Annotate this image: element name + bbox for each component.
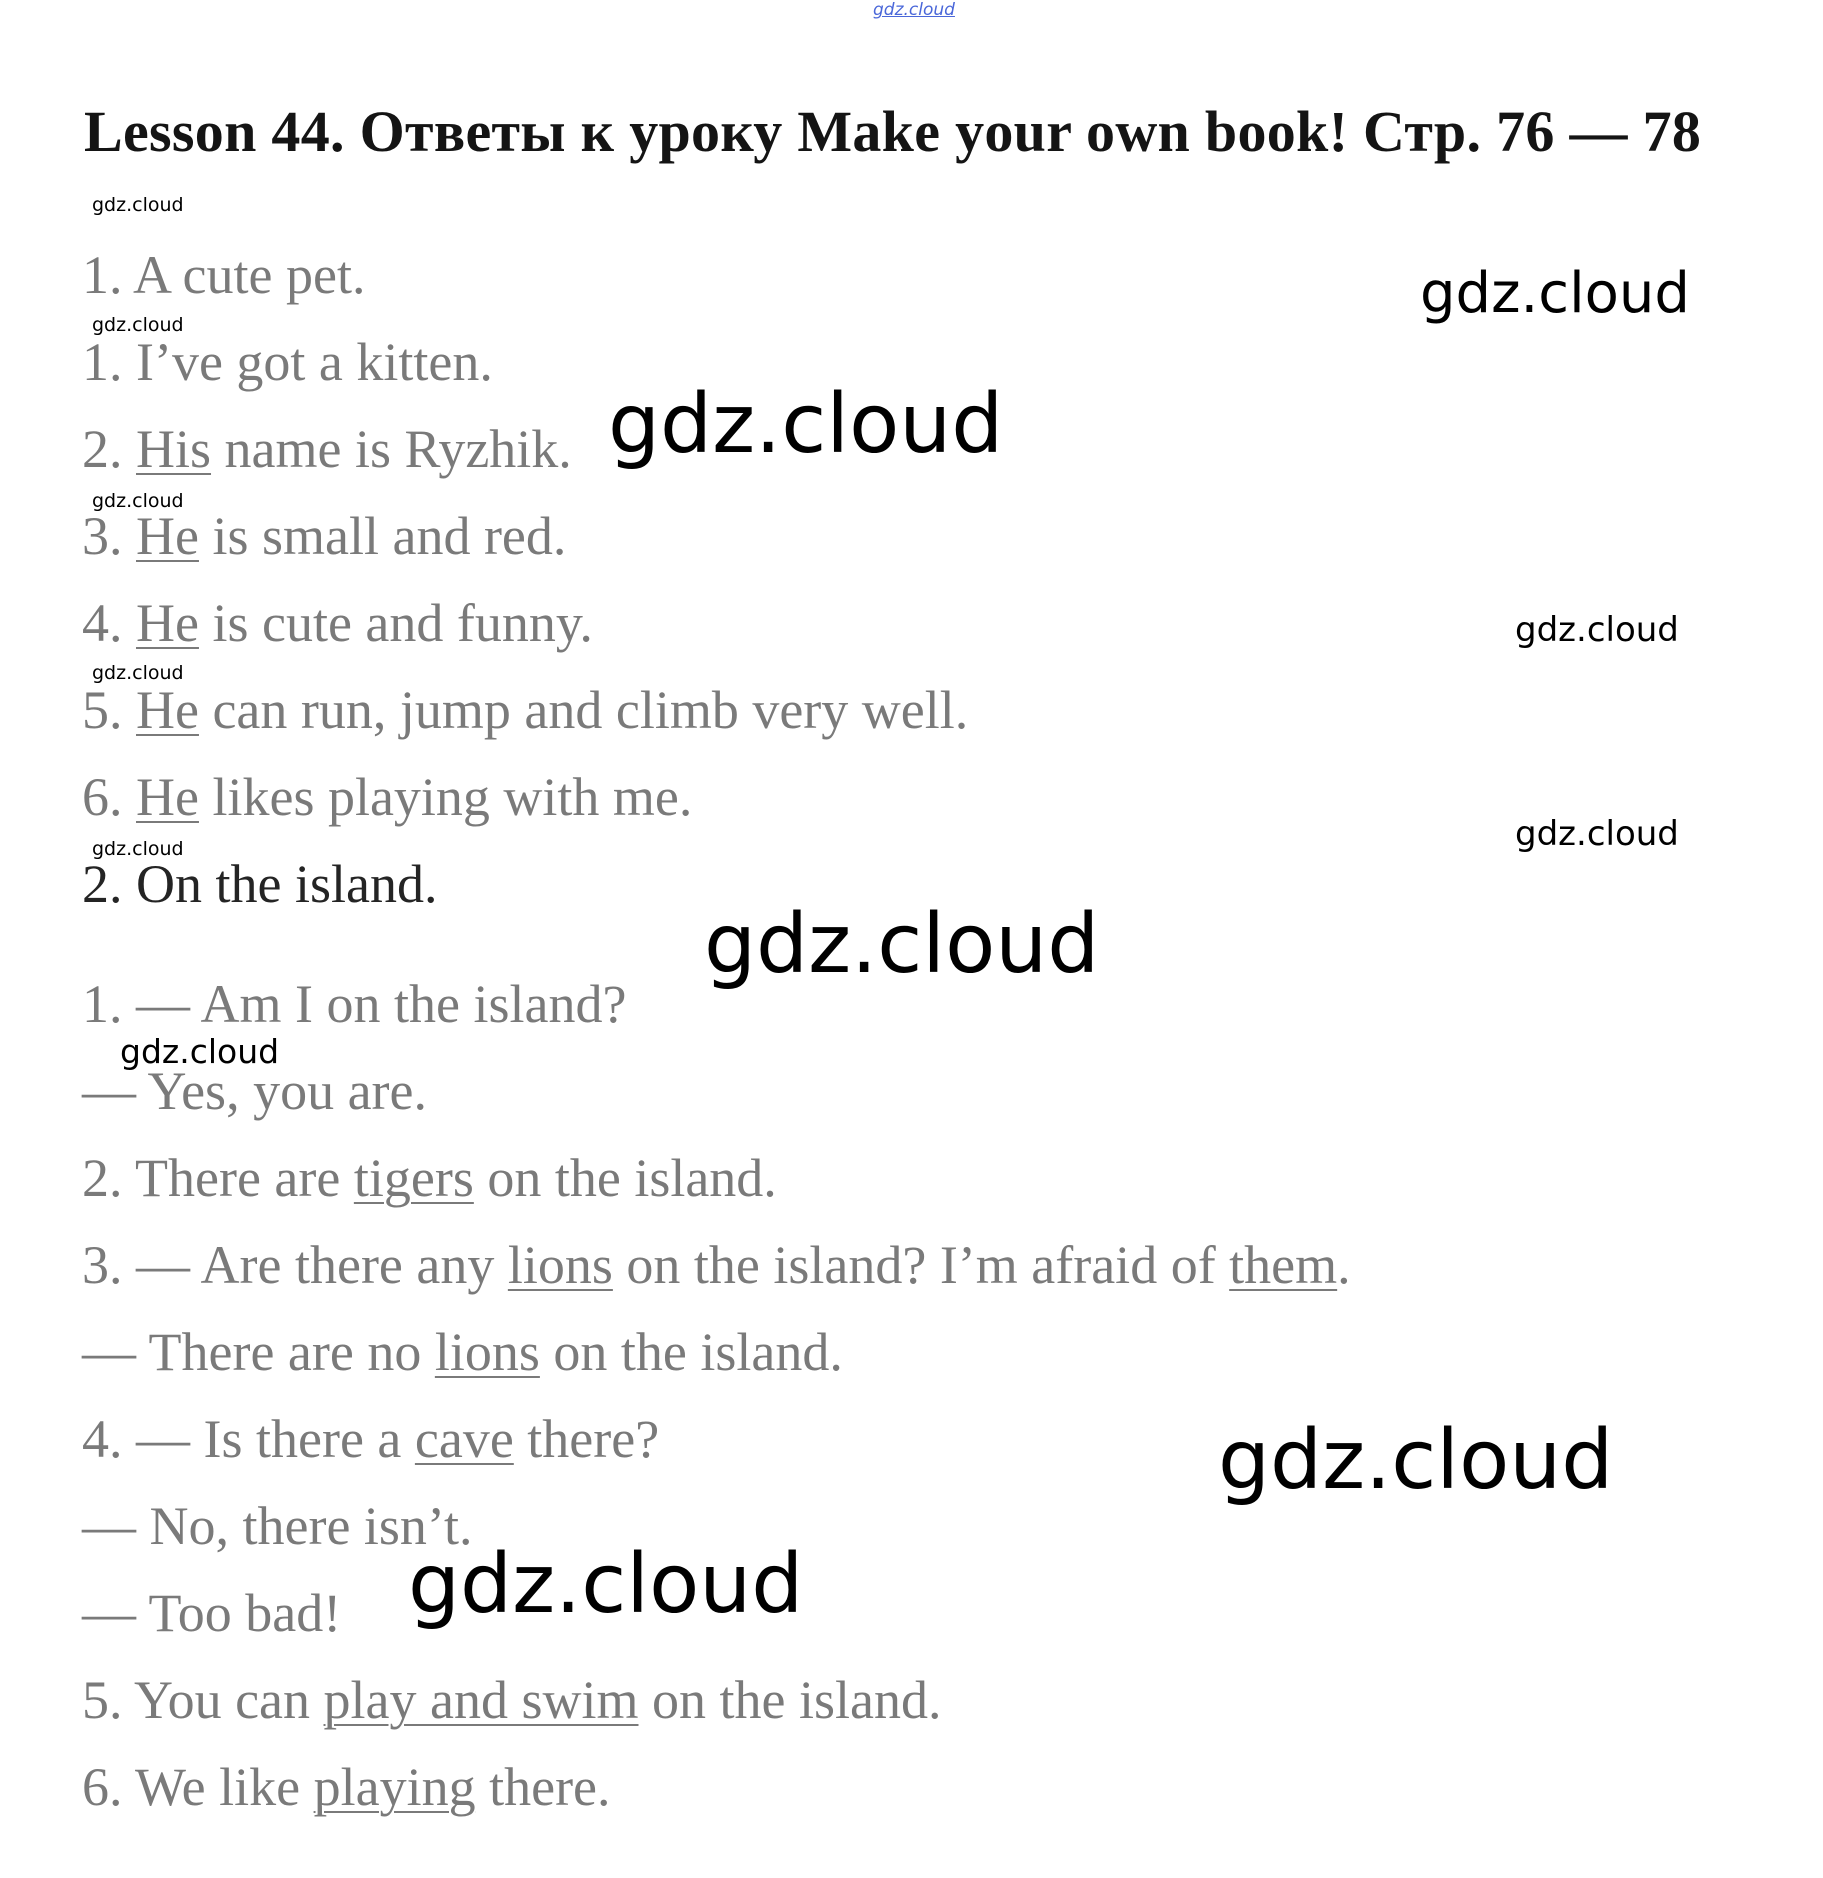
header-watermark-link[interactable]: gdz.cloud <box>873 0 955 20</box>
line-text: name is Ryzhik. <box>211 419 572 479</box>
underlined-word: lions <box>507 1235 613 1295</box>
line-text: on the island. <box>473 1148 777 1208</box>
underlined-word: them <box>1229 1235 1338 1295</box>
underlined-word: cave <box>414 1409 514 1469</box>
watermark: gdz.cloud <box>704 897 1100 992</box>
underlined-word: He <box>136 767 199 827</box>
section1-line-1 <box>82 332 493 392</box>
section1-line-6 <box>82 767 693 827</box>
section1-line-4 <box>82 593 593 653</box>
line-number: 5. <box>82 680 136 740</box>
line-text: 1. — Am I on the island? <box>82 974 627 1034</box>
line-text: there. <box>475 1757 611 1817</box>
underlined-word: playing <box>313 1757 476 1817</box>
section1-heading: 1. A cute pet. <box>82 245 366 305</box>
page-title: Lesson 44. Ответы к уроку Make your own book! Стр. 76 — 78 <box>84 99 1702 164</box>
line-text: 4. — Is there a <box>82 1409 415 1469</box>
underlined-word: play and swim <box>323 1670 639 1730</box>
underlined-word: lions <box>434 1322 540 1382</box>
line-number: 2. <box>82 419 136 479</box>
watermark: gdz.cloud <box>1515 610 1679 650</box>
watermark: gdz.cloud <box>92 490 184 512</box>
line-text: . <box>1337 1235 1351 1295</box>
section2-heading: 2. On the island. <box>82 854 438 914</box>
section2-line-4 <box>82 1235 1351 1295</box>
line-text: on the island? I’m afraid of <box>612 1235 1230 1295</box>
watermark: gdz.cloud <box>92 838 184 860</box>
line-text: — Too bad! <box>82 1583 342 1643</box>
line-text: — No, there isn’t. <box>82 1496 473 1556</box>
section2-line-3 <box>82 1148 777 1208</box>
line-text: — There are no <box>82 1322 435 1382</box>
section2-line-10 <box>82 1757 611 1817</box>
line-text: is small and red. <box>198 506 567 566</box>
section2-line-9 <box>82 1670 942 1730</box>
line-text: 2. There are <box>82 1148 354 1208</box>
line-text: there? <box>513 1409 660 1469</box>
line-text: on the island. <box>539 1322 843 1382</box>
watermark: gdz.cloud <box>1515 814 1679 854</box>
line-text: 5. You can <box>82 1670 324 1730</box>
watermark: gdz.cloud <box>1218 1413 1614 1508</box>
watermark: gdz.cloud <box>408 1537 804 1632</box>
watermark: gdz.cloud <box>608 377 1004 472</box>
underlined-word: tigers <box>353 1148 474 1208</box>
underlined-word: He <box>136 593 199 653</box>
section2-line-1 <box>82 974 627 1034</box>
line-text: 1. I’ve got a kitten. <box>82 332 493 392</box>
watermark: gdz.cloud <box>120 1032 280 1071</box>
line-text: can run, jump and climb very well. <box>198 680 969 740</box>
line-text: 6. We like <box>82 1757 314 1817</box>
section1-line-2 <box>82 419 572 479</box>
section1-line-3 <box>82 506 567 566</box>
line-number: 3. <box>82 506 136 566</box>
section2-line-5 <box>82 1322 843 1382</box>
section2-line-6 <box>82 1409 660 1469</box>
line-number: 4. <box>82 593 136 653</box>
section1-line-5 <box>82 680 969 740</box>
underlined-word: He <box>136 506 199 566</box>
section2-line-8 <box>82 1583 342 1643</box>
watermark: gdz.cloud <box>92 662 184 684</box>
line-text: is cute and funny. <box>198 593 593 653</box>
underlined-word: His <box>136 419 212 479</box>
watermark: gdz.cloud <box>92 194 184 216</box>
line-text: 3. — Are there any <box>82 1235 508 1295</box>
line-text: on the island. <box>638 1670 942 1730</box>
section2-line-2 <box>82 1061 427 1121</box>
watermark: gdz.cloud <box>1420 261 1690 326</box>
line-text: likes playing with me. <box>198 767 693 827</box>
underlined-word: He <box>136 680 199 740</box>
line-number: 6. <box>82 767 136 827</box>
line-text: — Yes, you are. <box>82 1061 427 1121</box>
watermark: gdz.cloud <box>92 314 184 336</box>
